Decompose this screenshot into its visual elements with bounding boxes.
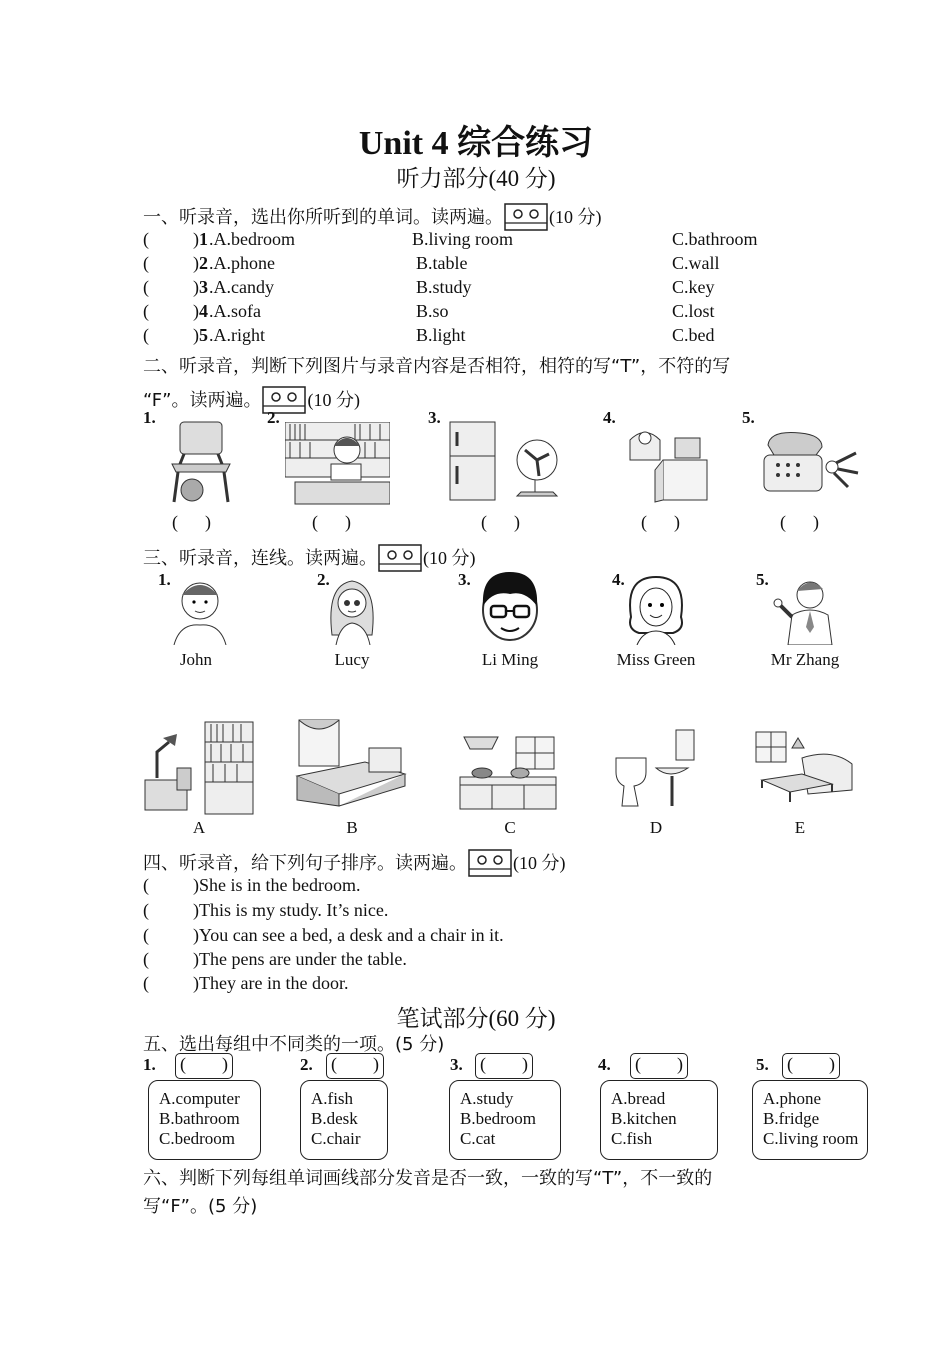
- section-6-title-line2: 写“F”。(5 分): [143, 1196, 258, 1217]
- option-item: A.computer: [159, 1089, 240, 1108]
- answer-box[interactable]: ( ): [175, 1053, 233, 1079]
- person-number: 1.: [158, 570, 171, 589]
- person-number: 5.: [756, 570, 769, 589]
- cat-tv-image: [625, 420, 710, 505]
- room-letter: A: [192, 818, 206, 837]
- option-a: .A.phone: [209, 253, 275, 273]
- answer-box[interactable]: ( ): [326, 1053, 384, 1079]
- option-a: .A.bedroom: [209, 229, 295, 249]
- boy-reading-image: [285, 422, 390, 507]
- picture-number: 5.: [742, 408, 755, 427]
- options-box: [600, 1080, 718, 1160]
- answer-box[interactable]: ( ): [475, 1053, 533, 1079]
- sentence-text: )The pens are under the table.: [193, 949, 407, 969]
- option-a: .A.sofa: [209, 301, 261, 321]
- close-paren: ): [193, 277, 199, 297]
- room-letter: E: [794, 818, 806, 837]
- option-b: B.table: [416, 253, 468, 273]
- option-c: C.lost: [672, 301, 715, 321]
- question-number: 5: [199, 325, 208, 345]
- option-item: A.bread: [611, 1089, 666, 1108]
- option-item: A.phone: [763, 1089, 822, 1108]
- answer-box[interactable]: ( ): [782, 1053, 840, 1079]
- close-paren: ): [193, 253, 199, 273]
- section-6-title-line1: 六、判断下列每组单词画线部分发音是否一致，一致的写“T”，不一致的: [143, 1168, 713, 1189]
- group-number: 5.: [756, 1055, 769, 1074]
- close-paren: ): [193, 229, 199, 249]
- answer-blank[interactable]: ( ): [312, 512, 351, 532]
- option-item: B.fridge: [763, 1109, 820, 1128]
- sentence-text: )They are in the door.: [193, 973, 349, 993]
- living-room-image: [752, 728, 854, 808]
- writing-header: 笔试部分(60 分): [396, 1006, 556, 1031]
- room-letter: D: [649, 818, 663, 837]
- cassette-icon: [468, 849, 512, 877]
- cassette-icon: [504, 203, 548, 231]
- option-c: C.key: [672, 277, 715, 297]
- close-paren: ): [193, 301, 199, 321]
- answer-blank[interactable]: ( ): [172, 512, 211, 532]
- answer-blank[interactable]: (: [143, 949, 149, 969]
- answer-blank[interactable]: (: [143, 277, 149, 297]
- bedroom-image: [295, 718, 407, 808]
- answer-blank[interactable]: (: [143, 325, 149, 345]
- options-box: [752, 1080, 868, 1160]
- lucy-portrait: [322, 575, 382, 645]
- john-portrait: [170, 575, 230, 645]
- answer-blank[interactable]: (: [143, 925, 149, 945]
- group-number: 3.: [450, 1055, 463, 1074]
- room-letter: B: [346, 818, 358, 837]
- option-item: B.kitchen: [611, 1109, 677, 1128]
- person-name: John: [179, 650, 213, 669]
- answer-blank[interactable]: (: [143, 900, 149, 920]
- option-a: .A.right: [209, 325, 265, 345]
- picture-number: 3.: [428, 408, 441, 427]
- options-box: [300, 1080, 388, 1160]
- picture-number: 1.: [143, 408, 156, 427]
- answer-blank[interactable]: (: [143, 253, 149, 273]
- answer-blank[interactable]: ( ): [641, 512, 680, 532]
- section-1-title: 一、听录音，选出你所听到的单词。读两遍。 (10 分): [143, 203, 602, 231]
- kitchen-image: [458, 733, 558, 811]
- person-number: 3.: [458, 570, 471, 589]
- miss-green-portrait: [625, 573, 687, 645]
- option-c: C.bed: [672, 325, 715, 345]
- option-b: B.light: [416, 325, 466, 345]
- listening-header: 听力部分(40 分): [396, 166, 556, 191]
- question-number: 1: [199, 229, 208, 249]
- option-item: C.cat: [460, 1129, 496, 1148]
- study-room-image: [143, 718, 255, 818]
- question-number: 2: [199, 253, 208, 273]
- page-title: Unit 4 综合练习: [358, 125, 594, 162]
- option-b: B.living room: [412, 229, 514, 249]
- section-2-title-line1: 二、听录音，判断下列图片与录音内容是否相符，相符的写“T”，不符的写: [143, 356, 731, 377]
- question-number: 4: [199, 301, 208, 321]
- option-item: A.study: [460, 1089, 514, 1108]
- group-number: 1.: [143, 1055, 156, 1074]
- fridge-fan-image: [445, 420, 570, 505]
- option-b: B.so: [416, 301, 449, 321]
- answer-blank[interactable]: (: [143, 229, 149, 249]
- room-letter: C: [504, 818, 516, 837]
- chair-ball-image: [160, 420, 240, 505]
- bathroom-image: [612, 728, 698, 810]
- answer-box[interactable]: ( ): [630, 1053, 688, 1079]
- options-box: [449, 1080, 561, 1160]
- option-item: A.fish: [311, 1089, 354, 1108]
- answer-blank[interactable]: (: [143, 875, 149, 895]
- sentence-text: )She is in the bedroom.: [193, 875, 361, 895]
- option-item: C.living room: [763, 1129, 859, 1148]
- option-item: B.bathroom: [159, 1109, 240, 1128]
- answer-blank[interactable]: ( ): [780, 512, 819, 532]
- person-name: Lucy: [334, 650, 370, 669]
- picture-number: 4.: [603, 408, 616, 427]
- option-item: B.bedroom: [460, 1109, 537, 1128]
- mr-zhang-portrait: [770, 575, 840, 645]
- section-2-title-line2: “F”。读两遍。 (10 分): [143, 386, 360, 414]
- option-item: C.bedroom: [159, 1129, 236, 1148]
- answer-blank[interactable]: (: [143, 301, 149, 321]
- option-item: C.fish: [611, 1129, 653, 1148]
- options-box: [148, 1080, 261, 1160]
- li-ming-portrait: [475, 568, 545, 648]
- person-name: Mr Zhang: [770, 650, 840, 669]
- phone-keys-image: [760, 425, 860, 495]
- answer-blank[interactable]: (: [143, 973, 149, 993]
- section-5-title: 五、选出每组中不同类的一项。(5 分): [143, 1034, 445, 1055]
- option-item: B.desk: [311, 1109, 358, 1128]
- person-number: 4.: [612, 570, 625, 589]
- section-4-title: 四、听录音，给下列句子排序。读两遍。 (10 分): [143, 849, 566, 877]
- sentence-text: )You can see a bed, a desk and a chair in it.: [193, 925, 504, 945]
- group-number: 2.: [300, 1055, 313, 1074]
- person-number: 2.: [317, 570, 330, 589]
- person-name: Li Ming: [481, 650, 539, 669]
- option-a: .A.candy: [209, 277, 274, 297]
- group-number: 4.: [598, 1055, 611, 1074]
- question-number: 3: [199, 277, 208, 297]
- option-b: B.study: [416, 277, 472, 297]
- person-name: Miss Green: [616, 650, 696, 669]
- answer-blank[interactable]: ( ): [481, 512, 520, 532]
- option-item: C.chair: [311, 1129, 361, 1148]
- picture-number: 2.: [267, 408, 280, 427]
- cassette-icon: [378, 544, 422, 572]
- option-c: C.bathroom: [672, 229, 758, 249]
- close-paren: ): [193, 325, 199, 345]
- section-3-title: 三、听录音，连线。读两遍。 (10 分): [143, 544, 476, 572]
- option-c: C.wall: [672, 253, 720, 273]
- sentence-text: )This is my study. It’s nice.: [193, 900, 389, 920]
